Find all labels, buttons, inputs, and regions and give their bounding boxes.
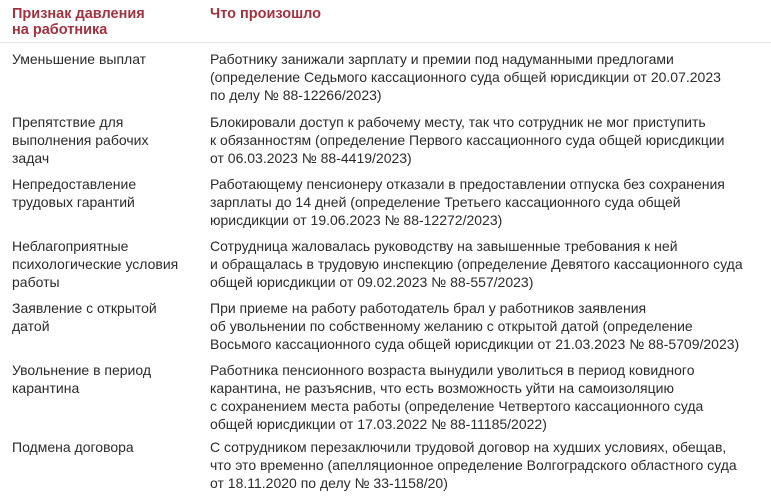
what-happened-cell xyxy=(210,237,765,291)
pressure-sign-line: Непредоставление xyxy=(12,176,137,192)
pressure-sign-cell xyxy=(12,438,197,456)
what-happened-line: с сохранением места работы (определение Четвертого кассационного суда xyxy=(210,398,704,414)
pressure-sign-line: Уменьшение выплат xyxy=(12,51,147,67)
pressure-sign-line: датой xyxy=(12,318,50,334)
what-happened-line: зарплаты до 14 дней (определение Третьего кассационного суда общей xyxy=(210,194,681,210)
what-happened-line: Восьмого кассационного суда общей юрисдикции от 21.03.2023 № 88-5709/2023) xyxy=(210,336,740,352)
pressure-sign-cell xyxy=(12,361,197,397)
pressure-sign-cell xyxy=(12,113,197,167)
pressure-sign-cell xyxy=(12,299,197,335)
what-happened-cell xyxy=(210,361,765,433)
pressure-sign-cell xyxy=(12,237,197,291)
what-happened-line: Работнику занижали зарплату и премии под надуманными предлогами xyxy=(210,51,674,67)
pressure-sign-cell xyxy=(12,50,197,68)
table-header xyxy=(0,0,771,43)
what-happened-cell xyxy=(210,175,765,229)
pressure-sign-line: выполнения рабочих xyxy=(12,132,149,148)
what-happened-line: юрисдикции от 19.06.2023 № 88-12272/2023) xyxy=(210,212,503,228)
what-happened-line: и обращалась в трудовую инспекцию (определение Девятого кассационного суда xyxy=(210,256,743,272)
what-happened-line: Работника пенсионного возраста вынудили уволиться в период ковидного xyxy=(210,362,695,378)
pressure-sign-line: задач xyxy=(12,150,50,166)
what-happened-line: Работающему пенсионеру отказали в предоставлении отпуска без сохранения xyxy=(210,176,725,192)
pressure-sign-line: работы xyxy=(12,274,60,290)
what-happened-line: от 18.11.2020 по делу № 33-1158/20) xyxy=(210,475,448,491)
pressure-sign-line: Неблагоприятные xyxy=(12,238,129,254)
what-happened-line: Блокировали доступ к рабочему месту, так что сотрудник не мог приступить xyxy=(210,114,706,130)
what-happened-line: общей юрисдикции от 09.02.2023 № 88-557/2023) xyxy=(210,274,534,290)
pressure-sign-line: трудовых гарантий xyxy=(12,194,135,210)
what-happened-line: При приеме на работу работодатель брал у работников заявления xyxy=(210,300,647,316)
header-pressure-sign-line: на работника xyxy=(12,22,108,38)
what-happened-line: по делу № 88-12266/2023) xyxy=(210,87,382,103)
what-happened-line: об увольнении по собственному желанию с открытой датой (определение xyxy=(210,318,693,334)
what-happened-cell xyxy=(210,113,765,167)
pressure-sign-line: Подмена договора xyxy=(12,439,134,455)
pressure-sign-line: Препятствие для xyxy=(12,114,124,130)
header-pressure-sign-line: Признак давления xyxy=(12,6,145,22)
what-happened-line: к обязанностям (определение Первого кассационного суда общей юрисдикции xyxy=(210,132,725,148)
header-what-happened: Что произошло xyxy=(210,6,322,22)
what-happened-line: что это временно (апелляционное определение Волгоградского областного суда xyxy=(210,457,737,473)
what-happened-cell xyxy=(210,50,765,104)
what-happened-line: Сотрудница жаловалась руководству на завышенные требования к ней xyxy=(210,238,678,254)
what-happened-cell xyxy=(210,299,765,353)
what-happened-line: (определение Седьмого кассационного суда общей юрисдикции от 20.07.2023 xyxy=(210,69,721,85)
pressure-sign-cell xyxy=(12,175,197,211)
header-pressure-sign xyxy=(12,6,197,38)
what-happened-cell xyxy=(210,438,765,492)
what-happened-line: от 06.03.2023 № 88-4419/2023) xyxy=(210,150,412,166)
pressure-sign-line: Заявление с открытой xyxy=(12,300,157,316)
pressure-sign-line: карантина xyxy=(12,380,80,396)
what-happened-line: карантина, не разъяснив, что есть возможность уйти на самоизоляцию xyxy=(210,380,674,396)
what-happened-line: С сотрудником перезаключили трудовой договор на худших условиях, обещав, xyxy=(210,439,727,455)
what-happened-line: общей юрисдикции от 17.03.2022 № 88-11185/2022) xyxy=(210,416,547,432)
pressure-sign-line: Увольнение в период xyxy=(12,362,152,378)
pressure-sign-line: психологические условия xyxy=(12,256,179,272)
